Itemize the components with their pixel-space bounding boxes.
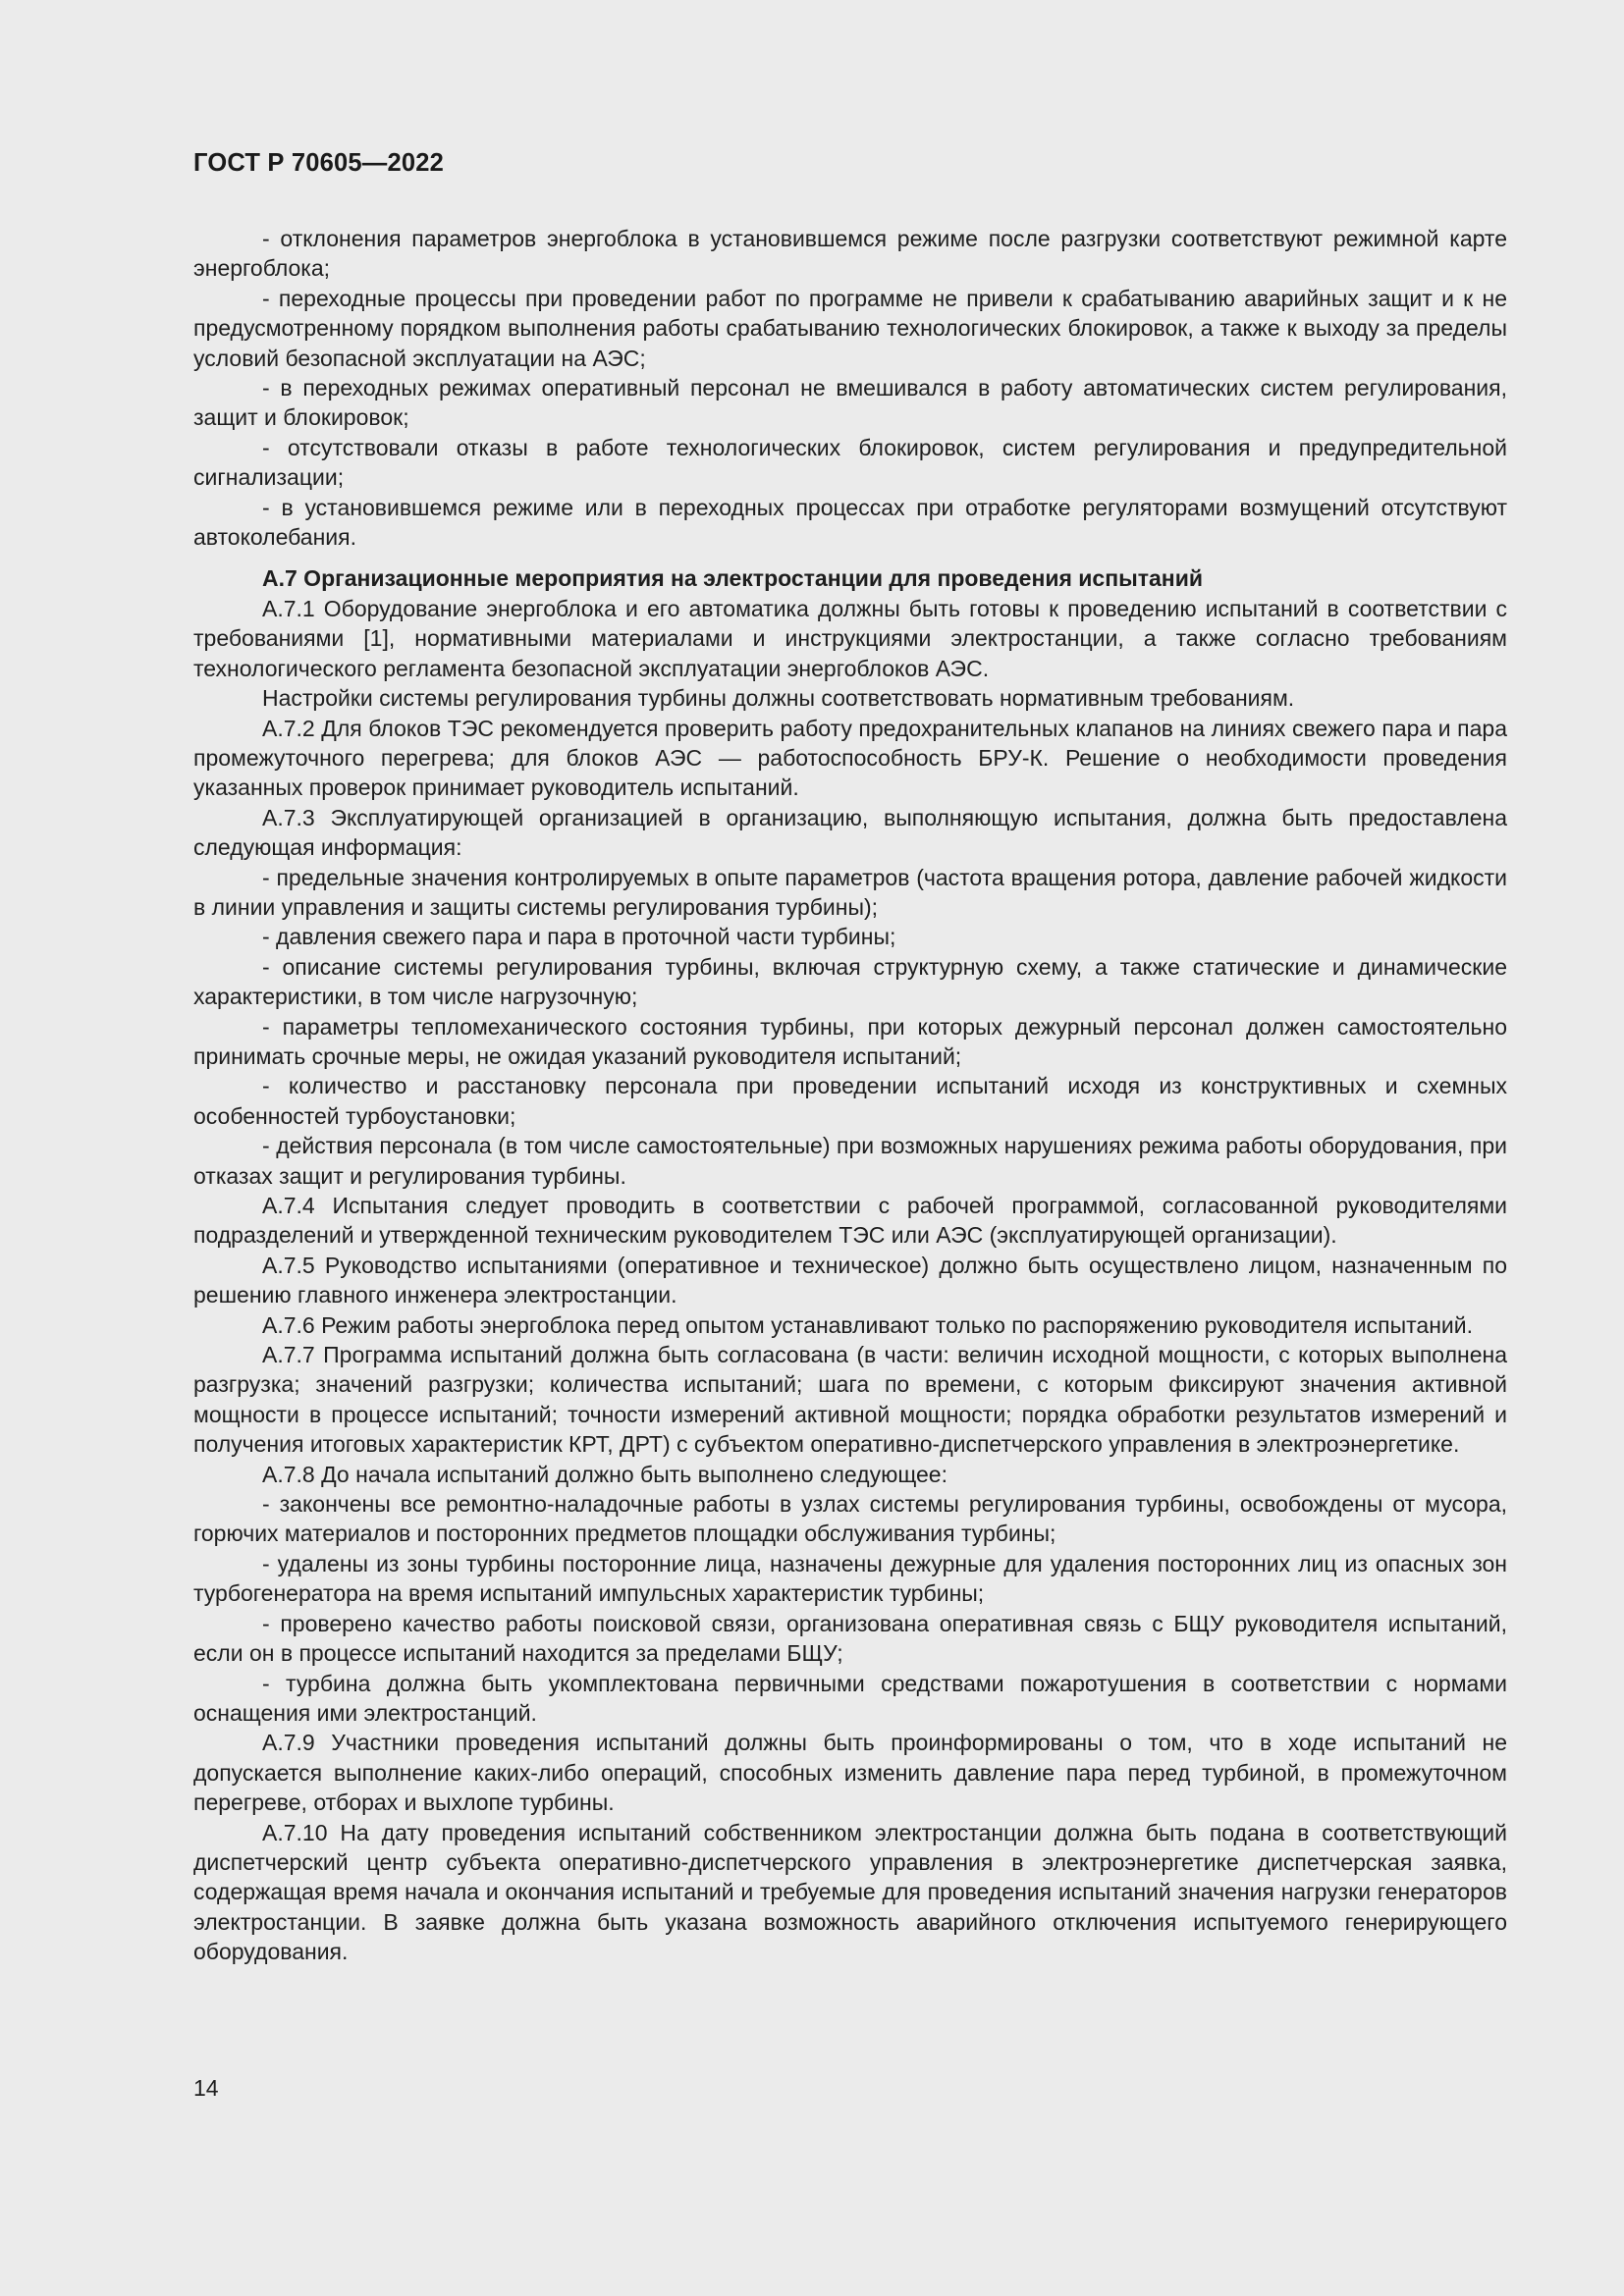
list-item: - переходные процессы при проведении работ по программе не привели к срабатыванию аварийных защит и к не предусмотренному порядком выполнения работы срабатыванию технологических блокировок, а также к выходу за пределы условий безопасной эксплуатации на АЭС;: [193, 285, 1507, 371]
list-item: - предельные значения контролируемых в опыте параметров (частота вращения ротора, давление рабочей жидкости в линии управления и защиты системы регулирования турбины);: [193, 864, 1507, 920]
document-body: [193, 224, 1507, 1967]
clause-paragraph: А.7.2 Для блоков ТЭС рекомендуется проверить работу предохранительных клапанов на линиях свежего пара и пара промежуточного перегрева; для блоков АЭС — работоспособность БРУ-К. Решение о необходимости проведения указанных проверок принимает руководитель испытаний.: [193, 715, 1507, 801]
list-item: - описание системы регулирования турбины, включая структурную схему, а также статические и динамические характеристики, в том числе нагрузочную;: [193, 953, 1507, 1010]
clause-paragraph: А.7.8 До начала испытаний должно быть выполнено следующее:: [262, 1461, 947, 1487]
list-item: - в установившемся режиме или в переходных процессах при отработке регуляторами возмущений отсутствуют автоколебания.: [193, 494, 1507, 551]
list-item: - турбина должна быть укомплектована первичными средствами пожаротушения в соответствии с нормами оснащения ими электростанций.: [193, 1670, 1507, 1726]
clause-paragraph: А.7.1 Оборудование энергоблока и его автоматика должны быть готовы к проведению испытаний в соответствии с требованиями [1], нормативными материалами и инструкциями электростанции, а также согласно требованиям технологического регламента безопасной эксплуатации энергоблоков АЭС.: [193, 595, 1507, 681]
list-item: - отклонения параметров энергоблока в установившемся режиме после разгрузки соответствуют режимной карте энергоблока;: [193, 226, 1507, 282]
list-item: - закончены все ремонтно-наладочные работы в узлах системы регулирования турбины, освобождены от мусора, горючих материалов и посторонних предметов площадки обслуживания турбины;: [193, 1491, 1507, 1547]
list-item: - параметры тепломеханического состояния турбины, при которых дежурный персонал должен самостоятельно принимать срочные меры, не ожидая указаний руководителя испытаний;: [193, 1013, 1507, 1069]
standard-code-header: ГОСТ Р 70605—2022: [193, 149, 445, 177]
clause-paragraph: А.7.4 Испытания следует проводить в соответствии с рабочей программой, согласованной руководителями подразделений и утвержденной техническим руководителем ТЭС или АЭС (эксплуатирующей организации).: [193, 1193, 1507, 1249]
clause-paragraph: А.7.9 Участники проведения испытаний должны быть проинформированы о том, что в ходе испытаний не допускается выполнение каких-либо операций, способных изменить давление пара перед турбиной, в промежуточном перегреве, отборах и выхлопе турбины.: [193, 1730, 1507, 1816]
clause-paragraph: Настройки системы регулирования турбины должны соответствовать нормативным требованиям.: [262, 685, 1295, 712]
clause-paragraph: А.7.7 Программа испытаний должна быть согласована (в части: величин исходной мощности, с которых выполнена разгрузка; значений разгрузки; количества испытаний; шага по времени, с которым фиксируют значения активной мощности в процессе испытаний; точности измерений активной мощности; порядка обработки результатов измерений и получения итоговых характеристик КРТ, ДРТ) с субъектом оперативно-диспетчерского управления в электроэнергетике.: [193, 1342, 1507, 1458]
list-item: - количество и расстановку персонала при проведении испытаний исходя из конструктивных и схемных особенностей турбоустановки;: [193, 1073, 1507, 1129]
list-item: - проверено качество работы поисковой связи, организована оперативная связь с БЩУ руководителя испытаний, если он в процессе испытаний находится за пределами БЩУ;: [193, 1610, 1507, 1667]
list-item: - отсутствовали отказы в работе технологических блокировок, систем регулирования и предупредительной сигнализации;: [193, 434, 1507, 491]
clause-paragraph: А.7.5 Руководство испытаниями (оперативное и техническое) должно быть осуществлено лицом, назначенным по решению главного инженера электростанции.: [193, 1252, 1507, 1308]
list-item: - в переходных режимах оперативный персонал не вмешивался в работу автоматических систем регулирования, защит и блокировок;: [193, 375, 1507, 431]
list-item: - действия персонала (в том числе самостоятельные) при возможных нарушениях режима работы оборудования, при отказах защит и регулирования турбины.: [193, 1133, 1507, 1189]
list-item: - давления свежего пара и пара в проточной части турбины;: [262, 924, 896, 950]
clause-paragraph: А.7.3 Эксплуатирующей организацией в организацию, выполняющую испытания, должна быть предоставлена следующая информация:: [193, 804, 1507, 861]
page-number: 14: [193, 2075, 219, 2101]
section-heading: А.7 Организационные мероприятия на электростанции для проведения испытаний: [262, 565, 1203, 592]
list-item: - удалены из зоны турбины посторонние лица, назначены дежурные для удаления посторонних лиц из опасных зон турбогенератора на время испытаний импульсных характеристик турбины;: [193, 1550, 1507, 1607]
clause-paragraph: А.7.10 На дату проведения испытаний собственником электростанции должна быть подана в соответствующий диспетчерский центр субъекта оперативно-диспетчерского управления в электроэнергетике диспетчерская заявка, содержащая время начала и окончания испытаний и требуемые для проведения испытаний значения нагрузки генераторов электростанции. В заявке должна быть указана возможность аварийного отключения испытуемого генерирующего оборудования.: [193, 1819, 1507, 1965]
clause-paragraph: А.7.6 Режим работы энергоблока перед опытом устанавливают только по распоряжению руководителя испытаний.: [262, 1311, 1474, 1338]
document-page: [193, 0, 1507, 2296]
